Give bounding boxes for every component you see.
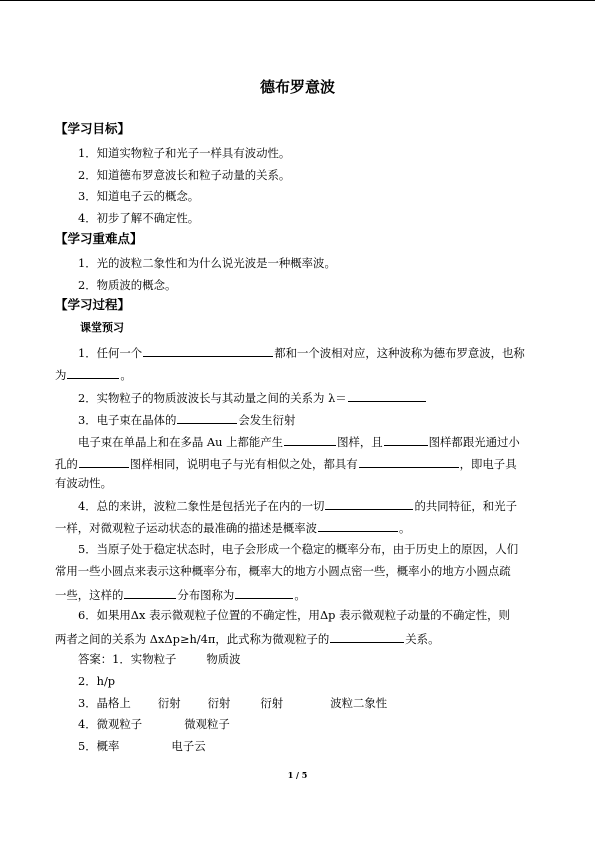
keypoints-heading: 【学习重难点】 <box>55 231 143 246</box>
answer-blank[interactable] <box>143 344 273 357</box>
keypoint-item: 2．物质波的概念。 <box>78 278 177 292</box>
answer-blank[interactable] <box>177 411 237 424</box>
question-3-extra-line-2: 孔的 图样相同，说明电子与光有相似之处，都具有 ，即电子具 <box>55 457 517 471</box>
answer-blank[interactable] <box>384 433 428 446</box>
answer-blank[interactable] <box>348 389 426 402</box>
page-number: 1 / 5 <box>287 770 308 780</box>
question-6-line-2: 两者之间的关系为 ΔxΔp≥h/4π，此式称为微观粒子的 关系。 <box>55 632 440 646</box>
goal-item: 1．知道实物粒子和光子一样具有波动性。 <box>78 146 291 160</box>
question-4-line-2: 一样，对微观粒子运动状态的最准确的描述是概率波 。 <box>55 521 411 535</box>
answer-blank[interactable] <box>318 519 398 532</box>
process-heading: 【学习过程】 <box>55 297 131 312</box>
question-3-extra-line-1: 电子束在单晶上和在多晶 Au 上都能产生 图样，且 图样都跟光通过小 <box>78 435 520 449</box>
answer-blank[interactable] <box>124 586 176 599</box>
page-title: 德布罗意波 <box>259 78 335 96</box>
answer-row-2: 2．h/p <box>78 674 116 688</box>
question-1-line-2: 为 。 <box>55 368 132 382</box>
question-5-line-3: 一些，这样的 分布图称为 。 <box>55 588 306 602</box>
question-5-line-1: 5．当原子处于稳定状态时，电子会形成一个稳定的概率分布，由于历史上的原因，人们 <box>78 542 519 556</box>
goals-heading: 【学习目标】 <box>55 121 131 136</box>
answer-row-4: 4．微观粒子 微观粒子 <box>78 717 230 731</box>
question-2: 2．实物粒子的物质波波长与其动量之间的关系为 λ＝ <box>78 389 427 405</box>
goal-item: 4．初步了解不确定性。 <box>78 211 200 225</box>
goal-item: 3．知道电子云的概念。 <box>78 189 200 203</box>
answer-row-3: 3．晶格上 衍射 衍射 衍射 波粒二象性 <box>78 696 388 710</box>
answer-blank[interactable] <box>79 455 129 468</box>
question-6-line-1: 6．如果用Δx 表示微观粒子位置的不确定性，用Δp 表示微观粒子动量的不确定性，则 <box>78 608 510 622</box>
keypoint-item: 1．光的波粒二象性和为什么说光波是一种概率波。 <box>78 256 336 270</box>
answer-blank[interactable] <box>235 586 293 599</box>
question-1-line-1: 1．任何一个 都和一个波相对应，这种波称为德布罗意波，也称 <box>78 346 525 360</box>
answer-blank[interactable] <box>359 455 459 468</box>
preview-subheading: 课堂预习 <box>80 321 124 334</box>
question-3-extra-line-3: 有波动性。 <box>55 476 112 490</box>
question-3: 3．电子束在晶体的 会发生衍射 <box>78 413 296 427</box>
answer-blank[interactable] <box>325 497 413 510</box>
answer-blank[interactable] <box>67 366 119 379</box>
goal-item: 2．知道德布罗意波长和粒子动量的关系。 <box>78 168 291 182</box>
answer-row-1: 答案：1．实物粒子 物质波 <box>78 652 241 666</box>
question-5-line-2: 常用一些小圆点来表示这种概率分布，概率大的地方小圆点密一些，概率小的地方小圆点疏 <box>55 564 511 578</box>
answer-blank[interactable] <box>284 433 336 446</box>
top-rule <box>0 0 595 1</box>
answer-row-5: 5．概率 电子云 <box>78 739 206 753</box>
answer-blank[interactable] <box>330 630 404 643</box>
question-4-line-1: 4．总的来讲，波粒二象性是包括光子在内的一切 的共同特征，和光子 <box>78 499 517 513</box>
